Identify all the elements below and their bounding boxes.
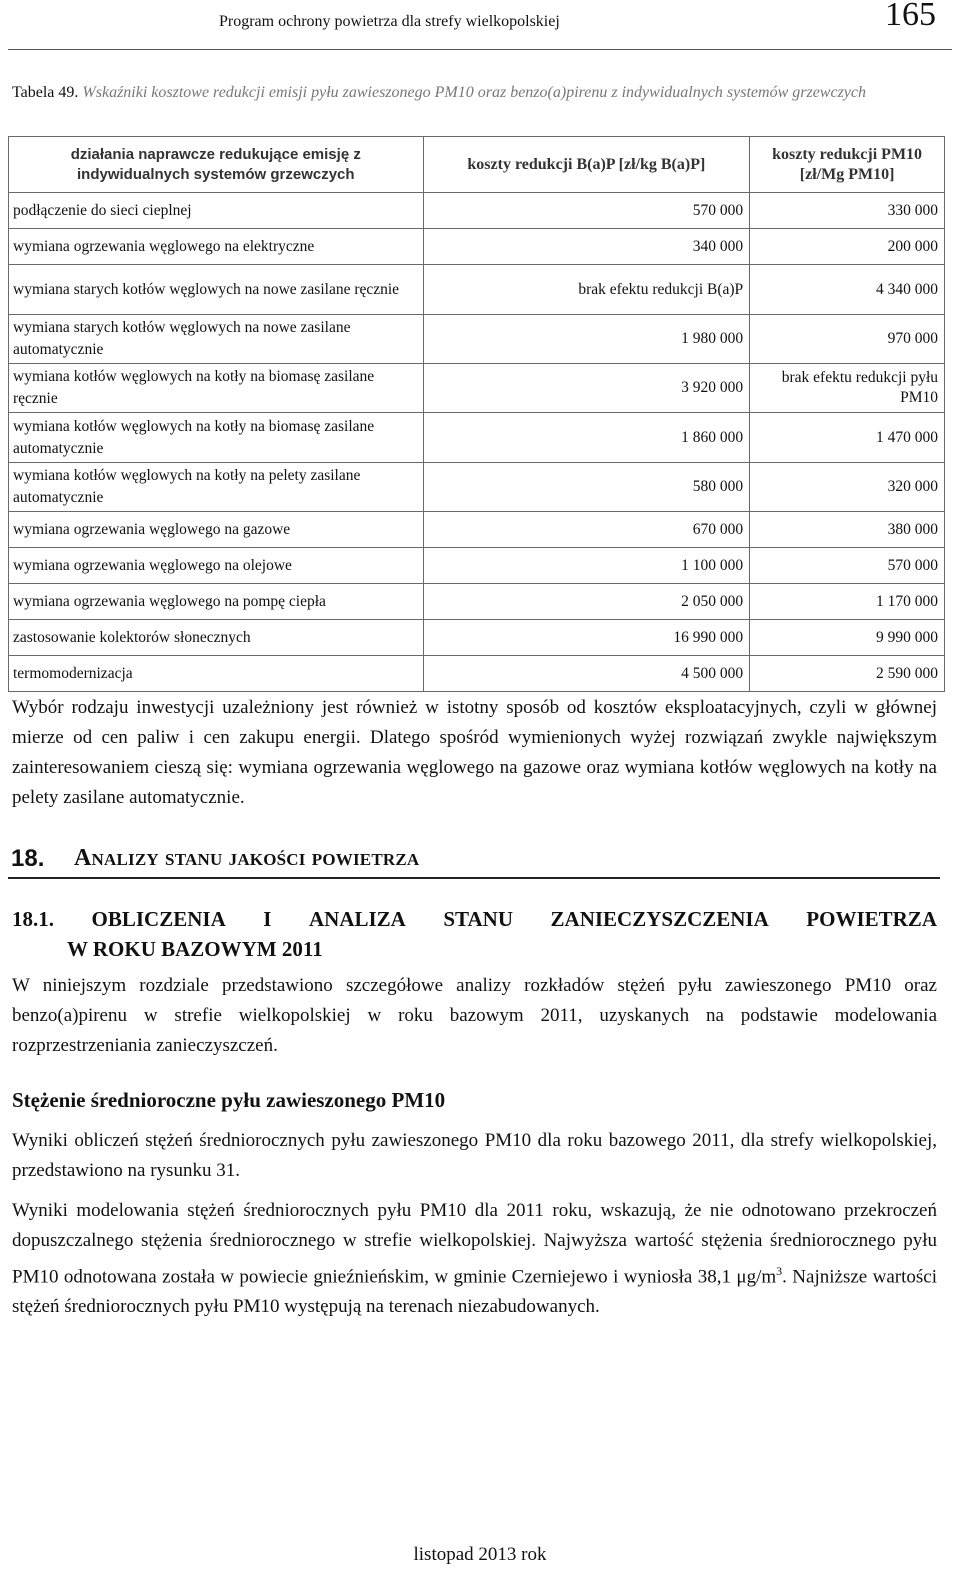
table-caption-label: Tabela 49. bbox=[12, 84, 79, 101]
cell-action: wymiana ogrzewania węglowego na olejowe bbox=[9, 548, 424, 584]
table-row bbox=[9, 584, 945, 620]
subsection-title-word: STANU bbox=[443, 907, 513, 931]
cell-action: wymiana starych kotłów węglowych na nowe zasilane ręcznie bbox=[9, 265, 424, 315]
subsection-title-word: OBLICZENIA bbox=[91, 907, 226, 931]
text-after-superscript: . Najniższe wartości stężeń średniorocznych pyłu PM10 występują na terenach niezabudowanych. bbox=[12, 1266, 937, 1318]
column-header-pm10-cost: koszty redukcji PM10 [zł/Mg PM10] bbox=[750, 137, 945, 193]
cell-action: wymiana starych kotłów węglowych na nowe zasilane automatycznie bbox=[9, 315, 424, 364]
cell-pm10: 2 590 000 bbox=[750, 656, 945, 692]
cell-pm10: 4 340 000 bbox=[750, 265, 945, 315]
cell-action: wymiana kotłów węglowych na kotły na pelety zasilane automatycznie bbox=[9, 463, 424, 512]
cell-action: wymiana kotłów węglowych na kotły na biomasę zasilane ręcznie bbox=[9, 364, 424, 413]
cell-action: wymiana ogrzewania węglowego na gazowe bbox=[9, 512, 424, 548]
subsection-number: 18.1. bbox=[12, 907, 54, 931]
subsection-title-word: I bbox=[263, 907, 272, 931]
subsection-title-word: ZANIECZYSZCZENIA bbox=[550, 907, 769, 931]
section-title: Analizy stanu jakości powietrza bbox=[74, 845, 420, 871]
table-row bbox=[9, 656, 945, 692]
cell-bap: 1 860 000 bbox=[423, 413, 750, 463]
paragraph-modelling-results bbox=[12, 1196, 937, 1322]
table-row bbox=[9, 463, 945, 512]
table-caption-text: Wskaźniki kosztowe redukcji emisji pyłu zawieszonego PM10 oraz benzo(a)pirenu z indywidualnych systemów grzewczych bbox=[82, 84, 866, 101]
table-row bbox=[9, 620, 945, 656]
subsection-heading-18-1 bbox=[12, 904, 937, 964]
cell-bap: 3 920 000 bbox=[423, 364, 750, 413]
cell-action: termomodernizacja bbox=[9, 656, 424, 692]
paragraph-results-figure: Wyniki obliczeń stężeń średniorocznych pyłu zawieszonego PM10 dla roku bazowego 2011, dla strefy wielkopolskiej, przedstawiono na rysunku 31. bbox=[12, 1130, 937, 1181]
table-row bbox=[9, 413, 945, 463]
superscript: 3 bbox=[776, 1264, 783, 1278]
cell-pm10: 200 000 bbox=[750, 229, 945, 265]
paragraph-investment-choice: Wybór rodzaju inwestycji uzależniony jest również w istotny sposób od kosztów eksploatacyjnych, czyli w głównej mierze od cen paliw i cen zakupu energii. Dlatego spośród wymienionych wyżej rozwiązań zwykle największym zainteresowaniem cieszą się: wymiana ogrzewania węglowego na gazowe oraz wymiana kotłów węglowych na kotły na pelety zasilane automatycznie. bbox=[12, 697, 937, 808]
cell-action: zastosowanie kolektorów słonecznych bbox=[9, 620, 424, 656]
column-header-action: działania naprawcze redukujące emisję z indywidualnych systemów grzewczych bbox=[9, 137, 424, 193]
cell-pm10: 380 000 bbox=[750, 512, 945, 548]
cell-pm10: brak efektu redukcji pyłu PM10 bbox=[750, 364, 945, 413]
table-caption bbox=[12, 82, 942, 104]
cell-pm10: 970 000 bbox=[750, 315, 945, 364]
table-row bbox=[9, 265, 945, 315]
table-row bbox=[9, 548, 945, 584]
table-row bbox=[9, 315, 945, 364]
subsection-title-word: ANALIZA bbox=[308, 907, 406, 931]
cell-pm10: 330 000 bbox=[750, 193, 945, 229]
cell-pm10: 570 000 bbox=[750, 548, 945, 584]
page-header bbox=[0, 0, 960, 52]
table-row bbox=[9, 512, 945, 548]
cell-pm10: 320 000 bbox=[750, 463, 945, 512]
table-row bbox=[9, 364, 945, 413]
header-divider bbox=[8, 49, 952, 50]
section-number: 18. bbox=[11, 845, 45, 872]
table-row bbox=[9, 193, 945, 229]
cell-pm10: 9 990 000 bbox=[750, 620, 945, 656]
cell-bap: 16 990 000 bbox=[423, 620, 750, 656]
paragraph-chapter-intro: W niniejszym rozdziale przedstawiono szczegółowe analizy rozkładów stężeń pyłu zawieszonego PM10 oraz benzo(a)pirenu w strefie wielkopolskiej w roku bazowym 2011, uzyskanych na podstawie modelowania rozprzestrzeniania zanieczyszczeń. bbox=[12, 975, 937, 1056]
page-number: 165 bbox=[885, 0, 936, 33]
subsection-title-word: POWIETRZA bbox=[806, 907, 937, 931]
table-row bbox=[9, 229, 945, 265]
cell-bap: 2 050 000 bbox=[423, 584, 750, 620]
subheading-pm10-annual: Stężenie średnioroczne pyłu zawieszonego PM10 bbox=[12, 1088, 446, 1112]
cell-action: wymiana ogrzewania węglowego na elektryczne bbox=[9, 229, 424, 265]
cell-bap: brak efektu redukcji B(a)P bbox=[423, 265, 750, 315]
column-header-bap-cost: koszty redukcji B(a)P [zł/kg B(a)P] bbox=[423, 137, 750, 193]
cell-action: podłączenie do sieci cieplnej bbox=[9, 193, 424, 229]
cost-indicators-table bbox=[8, 136, 945, 692]
cell-bap: 1 100 000 bbox=[423, 548, 750, 584]
cell-bap: 670 000 bbox=[423, 512, 750, 548]
cell-bap: 570 000 bbox=[423, 193, 750, 229]
text-before-superscript: Wyniki modelowania stężeń średniorocznych pyłu PM10 dla 2011 roku, wskazują, że nie odnotowano przekroczeń dopuszczalnego stężenia średniorocznego w strefie wielkopolskiej. Najwyższa wartość stężenia średniorocznego pyłu PM10 odnotowana została w powiecie gnieźnieńskim, w gminie Czerniejewo i wyniosła 38,1 μg/m bbox=[12, 1200, 937, 1288]
cell-action: wymiana kotłów węglowych na kotły na biomasę zasilane automatycznie bbox=[9, 413, 424, 463]
cell-bap: 1 980 000 bbox=[423, 315, 750, 364]
cell-action: wymiana ogrzewania węglowego na pompę ciepła bbox=[9, 584, 424, 620]
cell-pm10: 1 170 000 bbox=[750, 584, 945, 620]
document-title: Program ochrony powietrza dla strefy wielkopolskiej bbox=[219, 13, 560, 30]
cell-bap: 580 000 bbox=[423, 463, 750, 512]
section-heading-18 bbox=[8, 841, 940, 879]
subsection-title-line2: W ROKU BAZOWYM 2011 bbox=[67, 937, 323, 961]
cell-pm10: 1 470 000 bbox=[750, 413, 945, 463]
cell-bap: 340 000 bbox=[423, 229, 750, 265]
page-footer: listopad 2013 rok bbox=[413, 1544, 547, 1565]
cell-bap: 4 500 000 bbox=[423, 656, 750, 692]
